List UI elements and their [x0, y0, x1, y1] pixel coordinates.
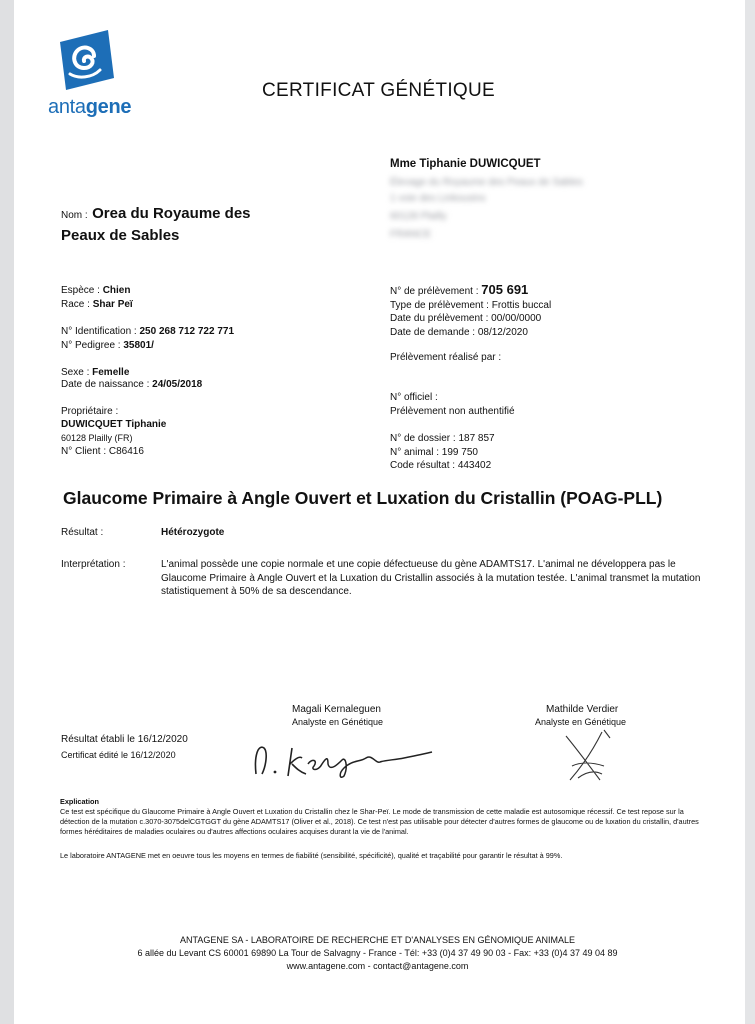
recipient-name: Mme Tiphanie DUWICQUET	[390, 158, 541, 170]
antagene-logo	[48, 30, 132, 120]
logo-wordmark: antagene	[48, 96, 132, 118]
interpretation-text: L'animal possède une copie normale et une copie défectueuse du gène ADAMTS17. L'animal ne développera pas le Glaucome Primaire à Angle Ouvert et la Luxation du Cristallin associés à la mutation testée. L'animal transmet la mutation statistiquement à 50% de sa descendance.	[161, 559, 701, 597]
animal-name-line-1: Orea du Royaume des	[92, 205, 251, 222]
owner-name: DUWICQUET Tiphanie	[61, 419, 167, 430]
recipient-address-line-3: 60128 Plailly	[390, 211, 447, 222]
sample-performed-by: Prélèvement réalisé par :	[390, 352, 502, 363]
recipient-address-line-4: FRANCE	[390, 229, 432, 240]
analyst-2-role: Analyste en Génétique	[535, 717, 627, 727]
sample-authenticity: Prélèvement non authentifié	[390, 406, 515, 417]
footer-company: ANTAGENE SA - LABORATOIRE DE RECHERCHE ET D'ANALYSES EN GÉNOMIQUE ANIMALE	[180, 935, 575, 945]
explanation-text: Ce test est spécifique du Glaucome Primaire à Angle Ouvert et Luxation du Cristallin chez le Shar-Peï. Le mode de transmission de cette maladie est autosomique récessif. Ce test repose sur la détection de la mutation c.3070-3075delCGTGGT du gène ADAMTS17 (Oliver et al., 2018). Ce test n'est pas utilisable pour détecter d'autres formes de glaucome ou de luxation du cristallin, d'autres formes héréditaires de maladies oculaires ou d'autres affections oculaires acquises durant la vie de l'animal.	[60, 807, 699, 836]
recipient-address-line-2: 1 voie des Linkousins	[390, 193, 486, 204]
certificate-title: CERTIFICAT GÉNÉTIQUE	[262, 80, 495, 101]
explanation-section	[60, 797, 700, 861]
species-row: Espèce : Chien	[61, 285, 131, 296]
page-edge-right	[745, 0, 755, 1024]
sample-type: Type de prélèvement : Frottis buccal	[390, 300, 552, 311]
animal-number: N° animal : 199 750	[390, 447, 478, 458]
animal-name-line-2: Peaux de Sables	[61, 227, 180, 244]
request-date: Date de demande : 08/12/2020	[390, 327, 528, 338]
analyst-1-name: Magali Kernaleguen	[292, 704, 381, 715]
result-code: Code résultat : 443402	[390, 460, 492, 471]
sample-number-row: N° de prélèvement : 705 691	[390, 282, 529, 297]
analyst-2-name: Mathilde Verdier	[546, 704, 619, 715]
birth-date-row: Date de naissance : 24/05/2018	[61, 379, 203, 390]
animal-name-block	[61, 203, 251, 224]
breed-row: Race : Shar Peï	[61, 299, 133, 310]
official-number: N° officiel :	[390, 392, 438, 403]
signature-2-icon	[558, 726, 618, 786]
recipient-address-line-1: Élevage du Royaume des Peaux de Sables	[390, 177, 583, 188]
footer-address: 6 allée du Levant CS 60001 69890 La Tour de Salvagny - France - Tél: +33 (0)4 37 49 90 03 - Fax: +33 (0)4 37 49 04 89	[137, 948, 618, 958]
analyst-1-role: Analyste en Génétique	[292, 717, 384, 727]
certificate-edited-date: Certificat édité le 16/12/2020	[61, 750, 176, 760]
antagene-logo-mark-icon	[54, 30, 114, 90]
page-edge-left	[0, 0, 14, 1024]
sex-row: Sexe : Femelle	[61, 367, 130, 378]
pedigree-row: N° Pedigree : 35801/	[61, 340, 154, 351]
result-label: Résultat :	[61, 527, 104, 538]
test-title: Glaucome Primaire à Angle Ouvert et Luxation du Cristallin (POAG-PLL)	[63, 488, 663, 508]
laboratory-note: Le laboratoire ANTAGENE met en oeuvre tous les moyens en termes de fiabilité (sensibilité, spécificité), qualité et traçabilité pour garantir le résultat à 99%.	[60, 851, 563, 860]
file-number: N° de dossier : 187 857	[390, 433, 495, 444]
footer-contact: www.antagene.com - contact@antagene.com	[286, 961, 469, 971]
result-value: Hétérozygote	[161, 527, 225, 538]
client-number: N° Client : C86416	[61, 446, 144, 457]
interpretation-label: Interprétation :	[61, 559, 126, 570]
owner-label: Propriétaire :	[61, 406, 119, 417]
sample-date: Date du prélèvement : 00/00/0000	[390, 313, 542, 324]
identification-row: N° Identification : 250 268 712 722 771	[61, 326, 235, 337]
animal-name-label: Nom :	[61, 210, 88, 221]
owner-city: 60128 Plailly (FR)	[61, 433, 133, 443]
explanation-title: Explication	[60, 797, 99, 806]
result-established-date: Résultat établi le 16/12/2020	[61, 734, 188, 745]
signature-1-icon	[248, 734, 438, 782]
